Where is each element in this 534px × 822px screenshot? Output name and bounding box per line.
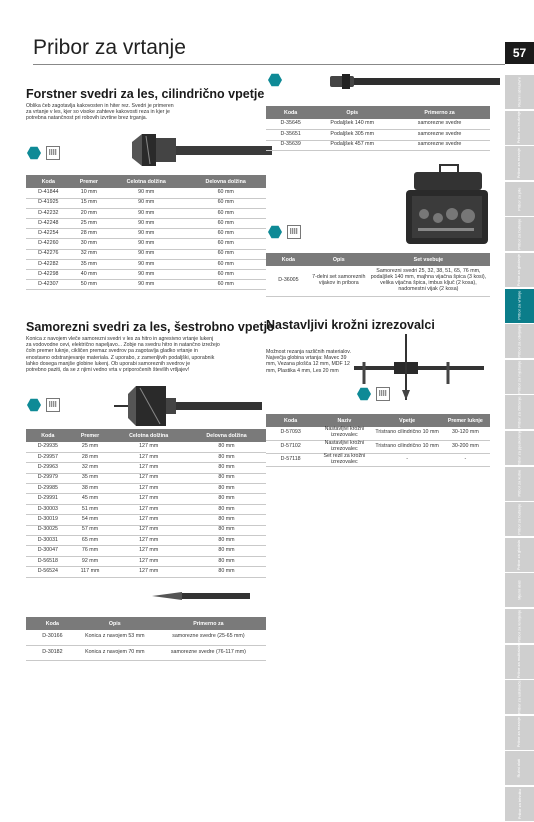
table-cell: 80 mm: [187, 515, 266, 525]
table-cell: 60 mm: [185, 280, 266, 290]
selfcut-drill-image: [110, 378, 264, 434]
sidebar-tab: Pribor za mješanje: [505, 360, 534, 394]
table-cell: D-42260: [26, 239, 71, 249]
hex-shank-icon: [27, 146, 41, 160]
table-cell: 80 mm: [187, 525, 266, 535]
table-cell: D-42307: [26, 280, 71, 290]
table-header-row: [266, 253, 490, 266]
table-cell: D-29985: [26, 484, 70, 494]
table-cell: 90 mm: [107, 198, 185, 208]
table-cell: 127 mm: [110, 556, 187, 566]
table-cell: 60 mm: [185, 259, 266, 269]
sidebar-tab: Pribor za usisivače: [505, 680, 534, 714]
selfcut-description: Konica z navojem vleče samorezni svedri v les za hitro in agresivno vrtanje lukenj za vodovodne cevi, električno napeljavo... Zobje na svedru hitro in natančno izrežejo čoln premer luknje, cikličen premaz svedrov pa zagotavlja gladko vrtanje in enostavno odstranjevanje materiala. Z uporabo, z zamenljivih podaljški, uporabnik lahko dosega manjše globine lukenj. Ob uporabi samoreznih svedrov je potrebno paziti, da se z njimi vedno vrta v priporočenih številih vrtljajev!: [26, 336, 220, 374]
table-cell: -: [441, 453, 490, 466]
table-row: [26, 536, 266, 546]
column-header: Celotna dolžina: [107, 175, 185, 188]
table-row: [26, 229, 266, 239]
table-cell: D-30182: [26, 645, 79, 660]
table-cell: Tristrano cilindrično 10 mm: [374, 427, 441, 440]
column-header: Opis: [315, 106, 389, 119]
table-cell: 127 mm: [110, 463, 187, 473]
column-header: Koda: [266, 106, 315, 119]
sidebar-tab: Pribor za lemljenje: [505, 609, 534, 643]
table-cell: D-57118: [266, 453, 315, 466]
table-cell: 65 mm: [70, 536, 111, 546]
extension-table: [266, 106, 490, 151]
table-cell: Set rezil za krožni izrezovalec: [315, 453, 373, 466]
table-cell: 25 mm: [70, 442, 111, 452]
table-cell: D-30031: [26, 536, 70, 546]
column-header: Delovna dolžina: [187, 429, 266, 442]
category-sidebar: [505, 75, 534, 822]
tip-table: [26, 617, 266, 661]
table-cell: 32 mm: [70, 463, 111, 473]
sidebar-tab: Pribor za rezanje: [505, 716, 534, 750]
table-cell: 90 mm: [107, 239, 185, 249]
table-cell: 60 mm: [185, 249, 266, 259]
table-row: [26, 270, 266, 280]
table-cell: samorezne svedre (76-117 mm): [151, 645, 266, 660]
table-cell: 15 mm: [71, 198, 108, 208]
table-cell: 92 mm: [70, 556, 111, 566]
table-row: [26, 188, 266, 198]
sidebar-tab: Pribor za vrtanje: [505, 289, 534, 323]
table-cell: 57 mm: [70, 525, 111, 535]
table-cell: -: [374, 453, 441, 466]
table-cell: samorezne svedre: [389, 140, 490, 151]
table-cell: D-42254: [26, 229, 71, 239]
table-cell: D-35645: [266, 119, 315, 130]
table-row: [26, 484, 266, 494]
sidebar-tab: Pribor za čišćenje: [505, 395, 534, 429]
table-cell: Konica z navojem 70 mm: [79, 645, 151, 660]
table-cell: 127 mm: [110, 473, 187, 483]
table-cell: 35 mm: [70, 473, 111, 483]
table-cell: 45 mm: [70, 494, 111, 504]
forstner-table: [26, 175, 266, 290]
table-cell: D-30019: [26, 515, 70, 525]
sidebar-tab: Rezni i abrazivni: [505, 75, 534, 109]
table-row: [26, 504, 266, 514]
hex-shank-icon: [268, 225, 282, 239]
table-cell: 90 mm: [107, 270, 185, 280]
table-cell: 80 mm: [187, 463, 266, 473]
table-cell: D-36005: [266, 266, 311, 296]
table-cell: 60 mm: [185, 239, 266, 249]
column-header: Celotna dolžina: [110, 429, 187, 442]
table-row: [266, 440, 490, 453]
column-header: Premer luknje: [441, 414, 490, 427]
sidebar-tab: Mjerni alati: [505, 573, 534, 607]
column-header: Premer: [71, 175, 108, 188]
table-row: [26, 630, 266, 645]
sidebar-tab: Pribor za brušenje: [505, 111, 534, 145]
table-row: [26, 645, 266, 660]
table-cell: 80 mm: [187, 452, 266, 462]
sidebar-tab: Pribor za glodanje: [505, 253, 534, 287]
table-cell: D-29957: [26, 452, 70, 462]
selfcut-title: Samorezni svedri za les, šestrobno vpetje: [26, 320, 275, 334]
table-cell: 127 mm: [110, 536, 187, 546]
sidebar-tab: Pribor za pile: [505, 182, 534, 216]
table-row: [26, 219, 266, 229]
table-row: [26, 239, 266, 249]
table-cell: D-30003: [26, 504, 70, 514]
column-header: Koda: [26, 175, 71, 188]
table-cell: 80 mm: [187, 473, 266, 483]
table-row: [26, 208, 266, 218]
table-cell: 90 mm: [107, 208, 185, 218]
table-cell: 60 mm: [185, 219, 266, 229]
table-row: [26, 556, 266, 566]
table-header-row: [266, 106, 490, 119]
table-cell: 10 mm: [71, 188, 108, 198]
table-row: [26, 442, 266, 452]
table-cell: Podaljšek 140 mm: [315, 119, 389, 130]
column-header: Delovna dolžina: [185, 175, 266, 188]
table-row: [266, 427, 490, 440]
table-cell: 80 mm: [187, 484, 266, 494]
sidebar-tab: Pribor za multialate: [505, 645, 534, 679]
table-row: [26, 452, 266, 462]
table-cell: 80 mm: [187, 442, 266, 452]
table-cell: D-41925: [26, 198, 71, 208]
column-header: Opis: [79, 617, 151, 630]
table-row: [26, 473, 266, 483]
table-cell: 35 mm: [71, 259, 108, 269]
table-cell: 90 mm: [107, 229, 185, 239]
table-cell: 127 mm: [110, 515, 187, 525]
column-header: Koda: [26, 429, 70, 442]
table-cell: D-35639: [266, 140, 315, 151]
table-header-row: [26, 175, 266, 188]
table-cell: D-29963: [26, 463, 70, 473]
table-cell: 30 mm: [71, 239, 108, 249]
table-cell: 127 mm: [110, 546, 187, 556]
column-header: Naziv: [315, 414, 373, 427]
table-cell: 60 mm: [185, 188, 266, 198]
table-cell: 28 mm: [71, 229, 108, 239]
page-number: 57: [505, 42, 534, 64]
table-cell: 60 mm: [185, 270, 266, 280]
sidebar-tab: Pribor za tehniku: [505, 787, 534, 821]
table-cell: D-35651: [266, 130, 315, 141]
table-cell: 30-120 mm: [441, 427, 490, 440]
column-header: Premer: [70, 429, 111, 442]
table-cell: D-29979: [26, 473, 70, 483]
sidebar-tab: Pribor za pjeskarenje: [505, 431, 534, 465]
hex-shank-icon: [268, 73, 282, 87]
table-cell: samorezne svedre: [389, 130, 490, 141]
table-cell: 80 mm: [187, 567, 266, 577]
sidebar-tab: Ručni alati: [505, 751, 534, 785]
table-cell: 30-200 mm: [441, 440, 490, 453]
table-row: [26, 259, 266, 269]
table-cell: 25 mm: [71, 219, 108, 229]
table-row: [266, 140, 490, 151]
table-cell: 80 mm: [187, 546, 266, 556]
table-cell: Nastavljivi krožni izrezovalec: [315, 440, 373, 453]
table-cell: Podaljšek 457 mm: [315, 140, 389, 151]
extension-image: [290, 72, 502, 94]
table-cell: D-30166: [26, 630, 79, 645]
table-cell: D-57102: [266, 440, 315, 453]
table-cell: 38 mm: [70, 484, 111, 494]
column-header: Primerno za: [389, 106, 490, 119]
table-cell: D-29991: [26, 494, 70, 504]
table-row: [266, 453, 490, 466]
table-cell: D-41844: [26, 188, 71, 198]
wood-material-icon: [376, 387, 390, 401]
table-cell: 90 mm: [107, 280, 185, 290]
table-cell: 40 mm: [71, 270, 108, 280]
table-cell: D-56524: [26, 567, 70, 577]
table-header-row: [26, 617, 266, 630]
sidebar-tab: Pribor za glodala: [505, 538, 534, 572]
table-cell: 127 mm: [110, 525, 187, 535]
table-cell: 80 mm: [187, 504, 266, 514]
sidebar-tab: Pribor za bušenje: [505, 217, 534, 251]
table-cell: D-56518: [26, 556, 70, 566]
table-cell: 127 mm: [110, 504, 187, 514]
table-row: [266, 119, 490, 130]
table-row: [266, 266, 490, 296]
sidebar-tab: Pribor za rezanje: [505, 146, 534, 180]
table-row: [26, 198, 266, 208]
table-cell: D-30047: [26, 546, 70, 556]
table-cell: D-29935: [26, 442, 70, 452]
table-cell: Samorezni svedri 25, 32, 38, 51, 65, 76 mm, podaljšek 140 mm, majhna vijačna špica (3 kosi), velika vijačna špica, imbus ključ (2 kosa), nadomestni vijak (2 kosa): [367, 266, 490, 296]
table-cell: 90 mm: [107, 259, 185, 269]
column-header: Koda: [266, 253, 311, 266]
table-row: [26, 280, 266, 290]
table-cell: 90 mm: [107, 188, 185, 198]
table-cell: D-57093: [266, 427, 315, 440]
column-header: Koda: [26, 617, 79, 630]
page-title: Pribor za vrtanje: [33, 36, 186, 59]
table-cell: 60 mm: [185, 229, 266, 239]
column-header: Primerno za: [151, 617, 266, 630]
table-cell: 60 mm: [185, 208, 266, 218]
table-cell: 60 mm: [185, 198, 266, 208]
table-cell: 51 mm: [70, 504, 111, 514]
column-header: Set vsebuje: [367, 253, 490, 266]
sidebar-tab: Pribor za kutne: [505, 467, 534, 501]
forstner-drill-image: [112, 128, 274, 172]
table-cell: 32 mm: [71, 249, 108, 259]
table-cell: Tristrano cilindrično 10 mm: [374, 440, 441, 453]
table-cell: Podaljšek 305 mm: [315, 130, 389, 141]
table-cell: 7-delni set samoreznih vijakov in pribora: [311, 266, 367, 296]
hex-shank-icon: [27, 398, 41, 412]
table-cell: D-42276: [26, 249, 71, 259]
circle-description: Možnost rezanja različnih materialov. Največja globina vrtanja: Mavec 39 mm, Vezana plošča 12 mm, MDF 12 mm, Plastika 4 mm, Les 20 mm: [266, 349, 351, 374]
circle-title: Nastavljivi krožni izrezovalci: [266, 318, 435, 332]
header-divider: [33, 64, 505, 65]
table-cell: 28 mm: [70, 452, 111, 462]
table-cell: 76 mm: [70, 546, 111, 556]
table-row: [266, 130, 490, 141]
table-row: [26, 567, 266, 577]
table-cell: 80 mm: [187, 494, 266, 504]
table-row: [26, 546, 266, 556]
sidebar-tab: Pribor za bušenje: [505, 502, 534, 536]
table-row: [26, 249, 266, 259]
circle-table: [266, 414, 490, 467]
forstner-title: Forstner svedri za les, cilindrično vpetje: [26, 87, 265, 101]
table-cell: 50 mm: [71, 280, 108, 290]
table-row: [26, 494, 266, 504]
table-row: [26, 463, 266, 473]
wood-material-icon: [46, 398, 60, 412]
table-cell: Konica z navojem 53 mm: [79, 630, 151, 645]
table-cell: 127 mm: [110, 484, 187, 494]
table-cell: D-30025: [26, 525, 70, 535]
table-cell: 127 mm: [110, 494, 187, 504]
wood-material-icon: [46, 146, 60, 160]
tip-image: [148, 589, 252, 603]
table-cell: 20 mm: [71, 208, 108, 218]
sidebar-tab: Pribor za odvijanje: [505, 324, 534, 358]
table-cell: samorezne svedre: [389, 119, 490, 130]
selfcut-table: [26, 429, 266, 578]
table-cell: D-42298: [26, 270, 71, 280]
table-row: [26, 525, 266, 535]
table-header-row: [26, 429, 266, 442]
table-cell: D-42248: [26, 219, 71, 229]
table-cell: 127 mm: [110, 567, 187, 577]
table-cell: 90 mm: [107, 249, 185, 259]
column-header: Vpetje: [374, 414, 441, 427]
table-cell: 117 mm: [70, 567, 111, 577]
table-cell: D-42282: [26, 259, 71, 269]
table-cell: 80 mm: [187, 556, 266, 566]
table-cell: 54 mm: [70, 515, 111, 525]
table-header-row: [266, 414, 490, 427]
table-cell: 80 mm: [187, 536, 266, 546]
column-header: Opis: [311, 253, 367, 266]
table-cell: D-42232: [26, 208, 71, 218]
column-header: Koda: [266, 414, 315, 427]
table-cell: Nastavljivi krožni izrezovalec: [315, 427, 373, 440]
wood-material-icon: [287, 225, 301, 239]
table-cell: 90 mm: [107, 219, 185, 229]
forstner-description: Oblika čeb zagotavlja kakovosten in hiter rez. Svedri je primeren za vrtanje v les, kjer so visoke zahteve kakovosti reza in kjer je potrebna natančnost pri robovih izvrtine brez trganja.: [26, 103, 174, 122]
table-cell: samorezne svedre (25-65 mm): [151, 630, 266, 645]
table-cell: 127 mm: [110, 452, 187, 462]
set-case-image: [400, 162, 492, 250]
table-cell: 127 mm: [110, 442, 187, 452]
table-row: [26, 515, 266, 525]
set-table: [266, 253, 490, 297]
